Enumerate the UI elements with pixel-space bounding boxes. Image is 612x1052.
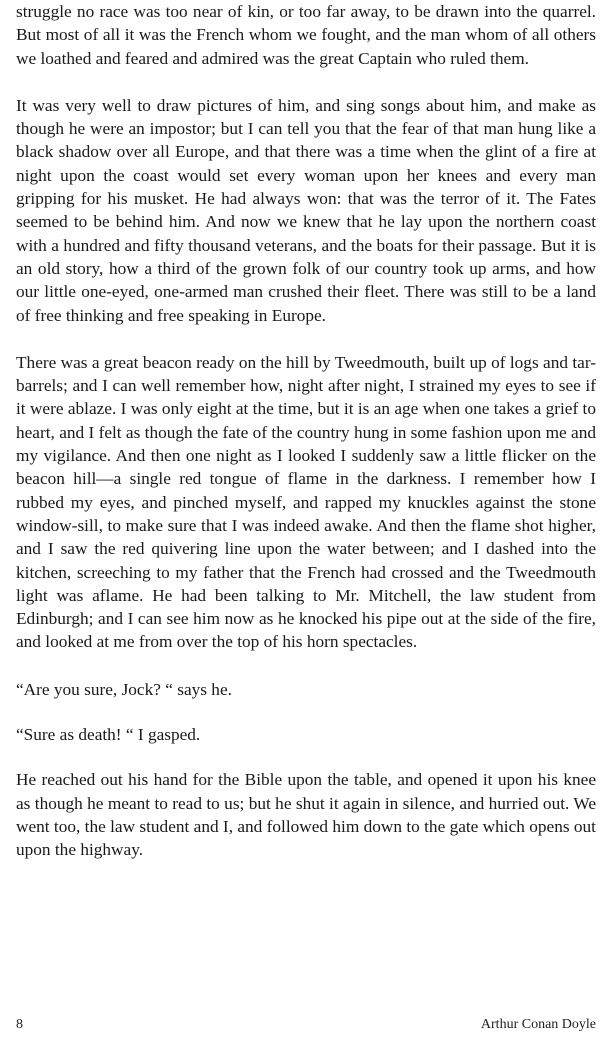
page-footer xyxy=(16,1016,596,1038)
paragraph-bible: He reached out his hand for the Bible upon the table, and opened it upon his knee as though he meant to read to us; but he shut it again in silence, and hurried out. We went too, the law student and I, and followed him down to the gate which opens out upon the highway. xyxy=(16,770,596,860)
page-number: 8 xyxy=(16,1017,23,1032)
paragraph-beacon: There was a great beacon ready on the hill by Tweedmouth, built up of logs and tar-barrels; and I can well remember how, night after night, I strained my eyes to see if it were ablaze. I was only eight at the time, but it is an age when one takes a grief to heart, and I felt as though the fate of the country hung in some fashion upon me and my vigilance. And then one night as I looked I suddenly saw a little flicker on the beacon hill—a single red tongue of flame in the darkness. I remember how I rubbed my eyes, and pinched myself, and rapped my knuckles against the stone window-sill, to make sure that I was indeed awake. And then the flame shot higher, and I saw the red quivering line upon the water between; and I dashed into the kitchen, screeching to my father that the French had crossed and the Tweedmouth light was aflame. He had been talking to Mr. Mitchell, the law student from Edinburgh; and I can see him now as he knocked his pipe out at the side of the fire, and looked at me from over the top of his horn spectacles. xyxy=(16,352,596,652)
paragraph-dialogue-question: “Are you sure, Jock? “ says he. xyxy=(16,679,232,699)
running-author: Arthur Conan Doyle xyxy=(480,1017,596,1032)
paragraph-quarrel: struggle no race was too near of kin, or too far away, to be drawn into the quarrel. But most of all it was the French whom we fought, and the man whom of all others we loathed and feared and admired was the great Captain who ruled them. xyxy=(16,2,596,68)
paragraph-fear-of-captain: It was very well to draw pictures of him, and sing songs about him, and make as though he were an impostor; but I can tell you that the fear of that man hung like a black shadow over all Europe, and that there was a time when the glint of a fire at night upon the coast would set every woman upon her knees and every man gripping for his musket. He had always won: that was the terror of it. The Fates seemed to be behind him. And now we knew that he lay upon the northern coast with a hundred and fifty thousand veterans, and the boats for their passage. But it is an old story, how a third of the grown folk of our country took up arms, and how our little one-eyed, one-armed man crushed their fleet. There was still to be a land of free thinking and free speaking in Europe. xyxy=(16,95,596,325)
page-body xyxy=(16,0,596,886)
paragraph-dialogue-answer: “Sure as death! “ I gasped. xyxy=(16,725,201,745)
